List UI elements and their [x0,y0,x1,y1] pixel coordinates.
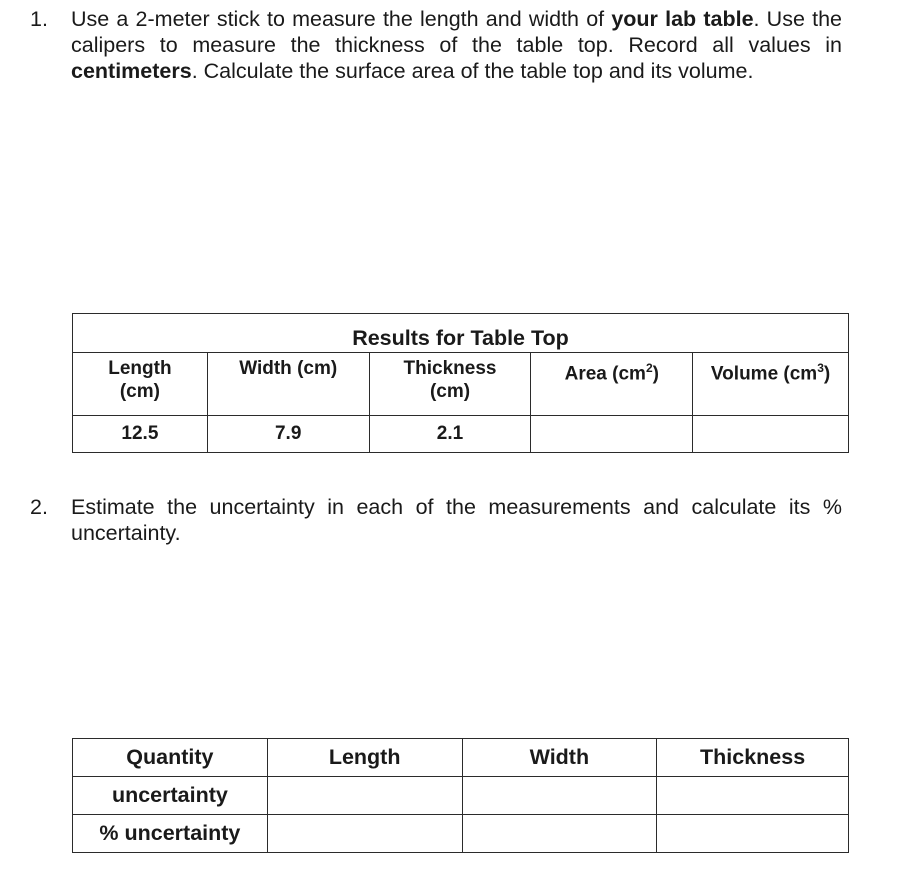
question-2-number: 2. [30,495,48,519]
header-thickness: Thickness [657,739,849,777]
question-1-bold-centimeters: centimeters [71,59,192,83]
question-1-text [71,6,842,84]
uncertainty-table [72,738,849,853]
question-1-text-part: . Use the calipers to measure the thickness of the table top. Record all values in [71,7,842,57]
header-width: Width [462,739,657,777]
question-1 [30,6,842,84]
cell-uncertainty-width[interactable] [462,777,657,815]
question-1-number: 1. [30,7,48,31]
header-length: Length [267,739,462,777]
value-area[interactable] [531,416,693,453]
header-quantity: Quantity [73,739,268,777]
cell-percent-thickness[interactable] [657,815,849,853]
cell-uncertainty-length[interactable] [267,777,462,815]
question-2 [30,494,842,546]
header-area: Area $(cm^2)$ [531,353,693,416]
cell-percent-width[interactable] [462,815,657,853]
row-label-uncertainty: uncertainty [73,777,268,815]
results-table [72,313,849,453]
value-length: 12.5 [73,416,208,453]
cell-uncertainty-thickness[interactable] [657,777,849,815]
question-1-bold-lab-table: your lab table [611,7,754,31]
header-length: Length (cm) [73,353,208,416]
value-thickness: 2.1 [369,416,531,453]
row-label-percent-uncertainty: % uncertainty [73,815,268,853]
header-volume: Volume $(cm^3)$ [693,353,849,416]
header-thickness: Thickness (cm) [369,353,531,416]
header-width: Width (cm) [207,353,369,416]
question-1-text-part: Use a 2-meter stick to measure the length and width of [71,7,612,31]
results-table-title: Results for Table Top [73,314,849,353]
cell-percent-length[interactable] [267,815,462,853]
question-2-text: Estimate the uncertainty in each of the measurements and calculate its % uncertainty. [71,495,842,545]
question-1-text-part: . Calculate the surface area of the table top and its volume. [191,59,754,83]
value-width: 7.9 [207,416,369,453]
value-volume[interactable] [693,416,849,453]
